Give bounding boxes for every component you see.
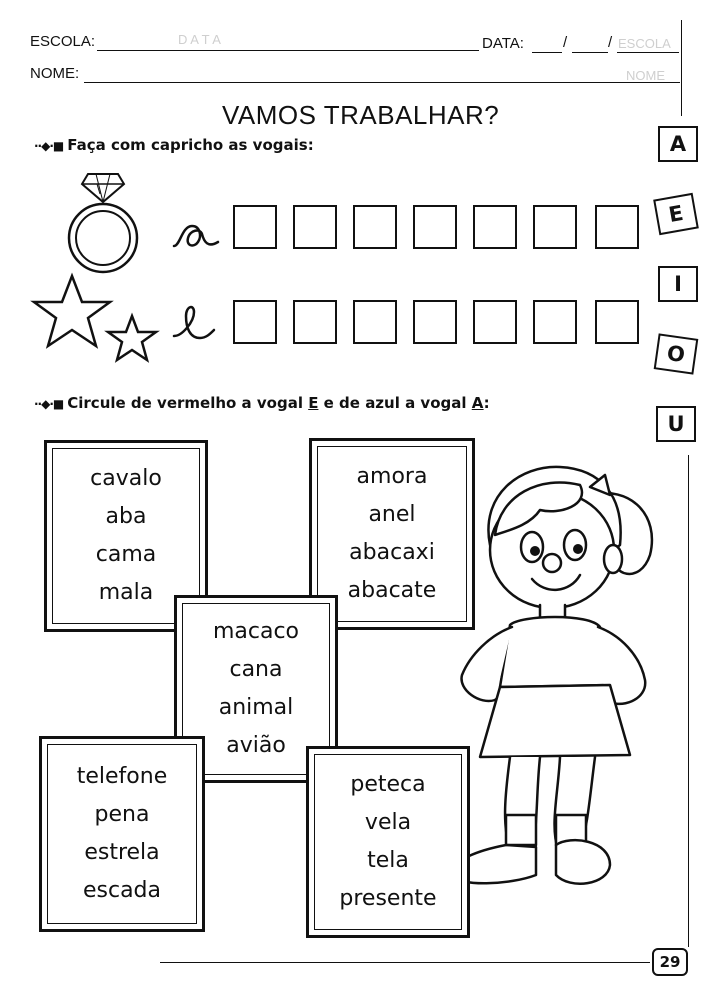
word[interactable]: abacate	[347, 578, 437, 603]
date-year-line[interactable]	[617, 52, 679, 53]
word[interactable]: pena	[94, 802, 150, 827]
letter-practice-box[interactable]	[293, 300, 337, 344]
word[interactable]: cama	[95, 542, 157, 567]
bleed-through-text: D A T A	[178, 32, 221, 47]
instruction-2-text: Circule de vermelho a vogal	[67, 394, 309, 412]
vowel-card-a: A	[658, 126, 698, 162]
school-label: ESCOLA:	[30, 33, 96, 50]
letter-practice-box[interactable]	[533, 205, 577, 249]
page-border	[688, 455, 689, 947]
cursive-letter-a	[172, 212, 222, 256]
name-label: NOME:	[30, 65, 80, 82]
instruction-2-text: :	[483, 394, 490, 412]
word[interactable]: presente	[339, 886, 437, 911]
letter-practice-box[interactable]	[233, 205, 277, 249]
instruction-2-text: e de azul a vogal	[318, 394, 472, 412]
letter-practice-box[interactable]	[595, 300, 639, 344]
letter-practice-box[interactable]	[353, 205, 397, 249]
instruction-1	[34, 136, 314, 154]
letter-practice-box[interactable]	[533, 300, 577, 344]
word[interactable]: animal	[218, 695, 294, 720]
word[interactable]: peteca	[350, 772, 426, 797]
school-field-line[interactable]	[97, 50, 479, 51]
bleed-through-text: ESCOLA	[618, 36, 671, 51]
letter-practice-box[interactable]	[353, 300, 397, 344]
letter-practice-box[interactable]	[233, 300, 277, 344]
girl-illustration	[440, 455, 680, 905]
word[interactable]: amora	[356, 464, 428, 489]
target-vowel-e: E	[308, 394, 319, 412]
letter-practice-box[interactable]	[595, 205, 639, 249]
word[interactable]: abacaxi	[349, 540, 435, 565]
instruction-2	[34, 394, 490, 412]
vowel-card-e: E	[653, 193, 699, 235]
page-number: 29	[652, 948, 688, 976]
bullet-icon: ··◆·■	[34, 397, 64, 411]
cursive-letter-e	[172, 300, 216, 344]
instruction-1-text: Faça com capricho as vogais:	[67, 136, 314, 154]
word[interactable]: vela	[364, 810, 412, 835]
letter-practice-box[interactable]	[413, 205, 457, 249]
word[interactable]: cavalo	[90, 466, 162, 491]
target-vowel-a: A	[471, 394, 484, 412]
page-border	[160, 962, 650, 963]
letter-practice-box[interactable]	[293, 205, 337, 249]
word[interactable]: cana	[229, 657, 283, 682]
bleed-through-text: NOME	[626, 68, 665, 83]
page-title: VAMOS TRABALHAR?	[222, 100, 500, 130]
date-day-line[interactable]	[532, 52, 562, 53]
word[interactable]: mala	[98, 580, 154, 605]
word[interactable]: telefone	[76, 764, 168, 789]
date-separator: /	[563, 34, 568, 51]
vowel-card-u: U	[656, 406, 696, 442]
letter-practice-box[interactable]	[473, 205, 517, 249]
vowel-card-o: O	[654, 333, 699, 374]
word[interactable]: aba	[105, 504, 147, 529]
date-month-line[interactable]	[572, 52, 608, 53]
word[interactable]: escada	[82, 878, 162, 903]
vowel-card-i: I	[658, 266, 698, 302]
stars-icon	[24, 270, 174, 370]
word[interactable]: estrela	[84, 840, 160, 865]
word-box-5	[306, 746, 470, 938]
word[interactable]: tela	[367, 848, 409, 873]
date-label: DATA:	[482, 35, 524, 52]
word[interactable]: anel	[368, 502, 416, 527]
word[interactable]: macaco	[212, 619, 300, 644]
letter-practice-box[interactable]	[413, 300, 457, 344]
name-field-line[interactable]	[84, 82, 680, 83]
word-box-4	[39, 736, 205, 932]
ring-icon	[62, 168, 144, 278]
bullet-icon: ··◆·■	[34, 139, 64, 153]
word[interactable]: avião	[226, 733, 286, 758]
page-border	[681, 20, 682, 116]
date-separator: /	[608, 34, 613, 51]
letter-practice-box[interactable]	[473, 300, 517, 344]
